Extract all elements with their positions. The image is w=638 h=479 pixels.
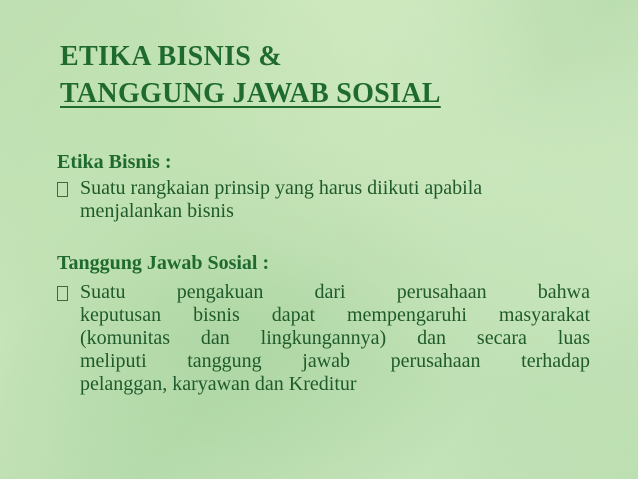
bullet-text-tanggung-jawab-sosial (80, 281, 590, 396)
slide-title (60, 38, 600, 112)
bullet-line: meliputi tanggung jawab perusahaan terhadap (80, 350, 590, 372)
bullet-line: pelanggan, karyawan dan Kreditur (80, 373, 357, 395)
section-heading-etika-bisnis: Etika Bisnis : (57, 151, 172, 173)
title-line-1: ETIKA BISNIS & (60, 41, 283, 72)
bullet-line: (komunitas dan lingkungannya) dan secara luas (80, 327, 590, 349)
square-bullet-icon (57, 286, 68, 301)
bullet-etika-bisnis (57, 177, 590, 223)
bullet-line: Suatu rangkaian prinsip yang harus diikuti apabila (80, 177, 483, 199)
section-heading-tanggung-jawab-sosial: Tanggung Jawab Sosial : (57, 252, 270, 274)
bullet-tanggung-jawab-sosial (57, 281, 590, 396)
bullet-line: menjalankan bisnis (80, 200, 234, 222)
bullet-line: keputusan bisnis dapat mempengaruhi masyarakat (80, 304, 590, 326)
bullet-line: Suatu pengakuan dari perusahaan bahwa (80, 281, 590, 303)
title-line-2: TANGGUNG JAWAB SOSIAL (60, 78, 441, 109)
square-bullet-icon (57, 182, 68, 197)
bullet-text-etika-bisnis (80, 177, 590, 223)
